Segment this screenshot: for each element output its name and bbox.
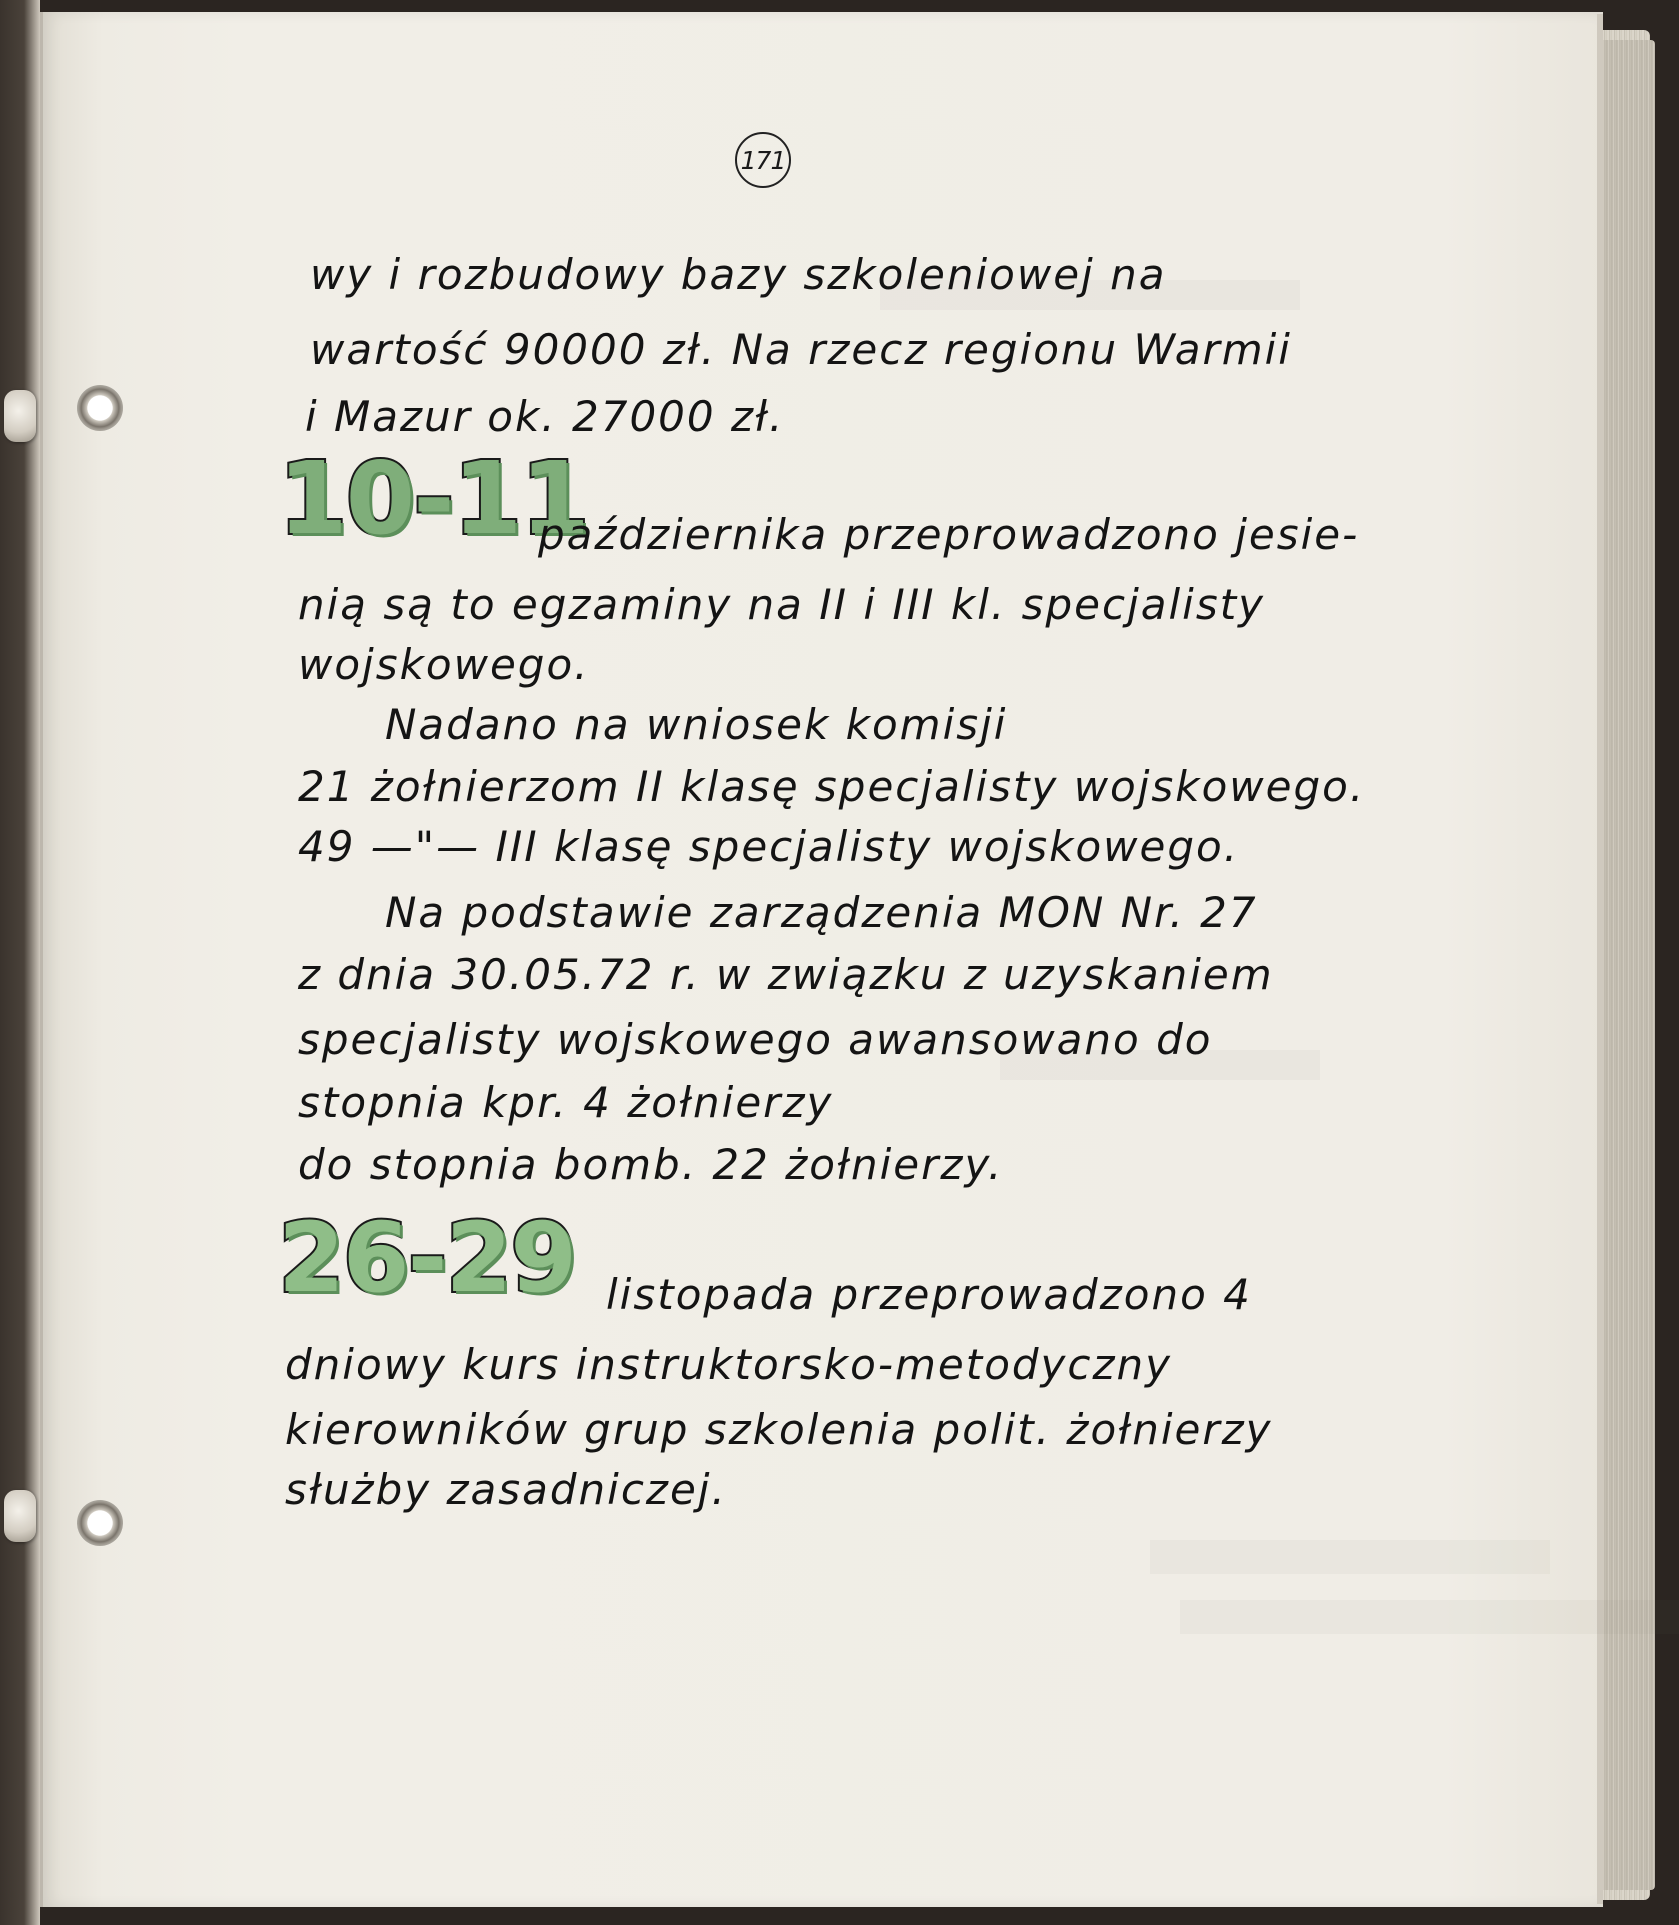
date-heading-26-29: 26-29 (278, 1202, 576, 1314)
text-line: 21 żołnierzom II klasę specjalisty wojskowego. (298, 762, 1366, 811)
text-line: listopada przeprowadzono 4 (606, 1270, 1252, 1319)
punch-hole-bottom (77, 1500, 123, 1546)
text-line: Nadano na wniosek komisji (385, 700, 1008, 749)
text-line: do stopnia bomb. 22 żołnierzy. (298, 1140, 1004, 1189)
text-line: specjalisty wojskowego awansowano do (298, 1015, 1213, 1064)
date-heading-10-11: 10-11 (278, 440, 588, 557)
binder-strip (0, 0, 40, 1925)
bleed-through-decoration (1180, 1600, 1679, 1634)
text-line: wy i rozbudowy bazy szkoleniowej na (310, 250, 1167, 299)
text-line: października przeprowadzono jesie- (538, 510, 1360, 559)
page-number-stamp: 171 (735, 132, 791, 188)
text-line: wartość 90000 zł. Na rzecz regionu Warmii (310, 325, 1292, 374)
text-line: 49 —"— III klasę specjalisty wojskowego. (298, 822, 1240, 871)
text-line: z dnia 30.05.72 r. w związku z uzyskaniem (298, 950, 1274, 999)
punch-hole-top (77, 385, 123, 431)
text-line: służby zasadniczej. (285, 1465, 727, 1514)
text-line: i Mazur ok. 27000 zł. (305, 392, 785, 441)
text-line: kierowników grup szkolenia polit. żołnierzy (285, 1405, 1273, 1454)
binder-clip-bottom (4, 1490, 36, 1542)
bleed-through-decoration (1150, 1540, 1550, 1574)
text-line: stopnia kpr. 4 żołnierzy (298, 1078, 834, 1127)
text-line: dniowy kurs instruktorsko-metodyczny (285, 1340, 1173, 1389)
text-line: Na podstawie zarządzenia MON Nr. 27 (385, 888, 1258, 937)
text-line: nią są to egzaminy na II i III kl. specjalisty (298, 580, 1266, 629)
binder-clip-top (4, 390, 36, 442)
text-line: wojskowego. (298, 640, 590, 689)
